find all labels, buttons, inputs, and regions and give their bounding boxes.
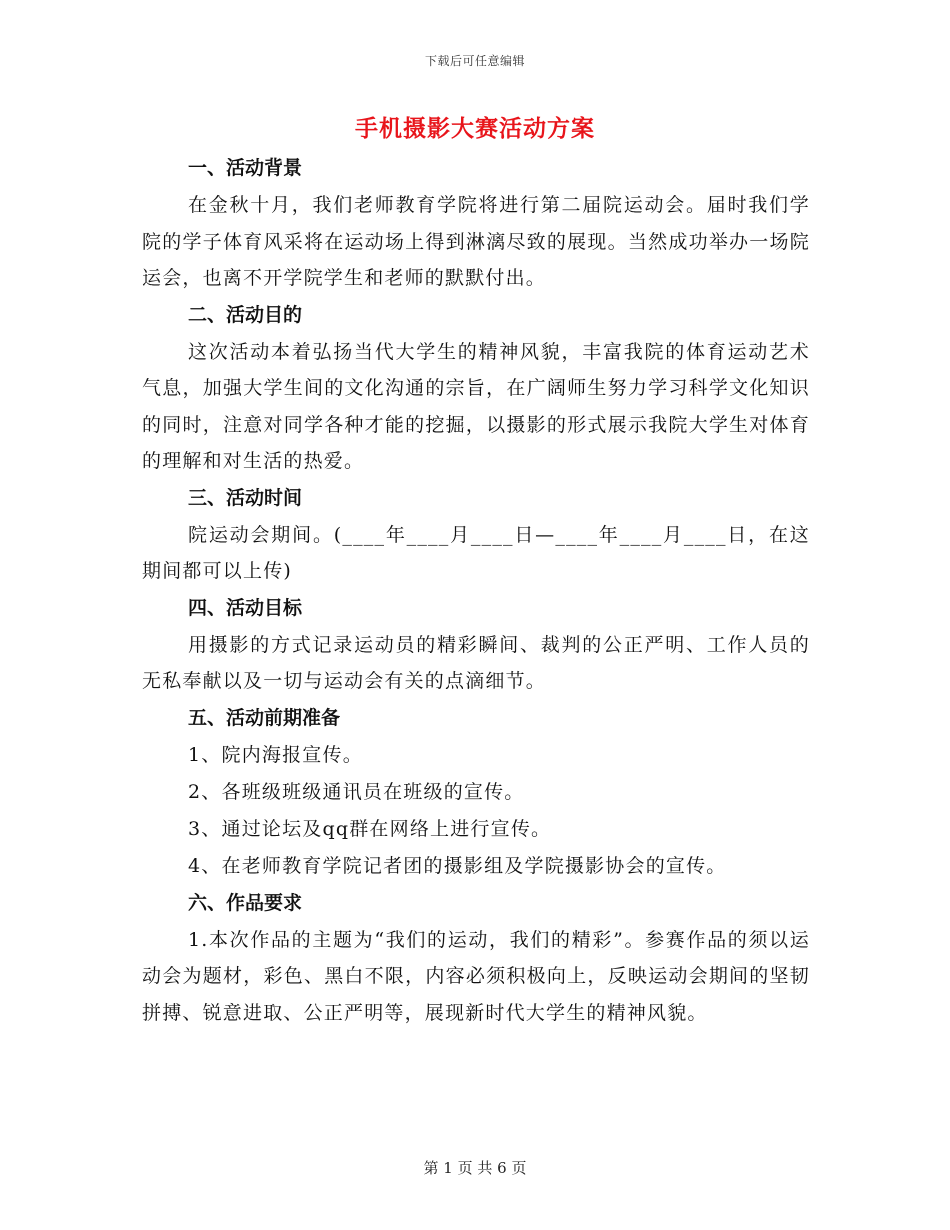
section-heading: 一、活动背景: [188, 157, 303, 179]
section-requirements: [142, 885, 810, 1032]
section-paragraph: 用摄影的方式记录运动员的精彩瞬间、裁判的公正严明、工作人员的无私奉献以及一切与运动会有关的点滴细节。: [142, 633, 810, 692]
list-item: 4、在老师教育学院记者团的摄影组及学院摄影协会的宣传。: [188, 854, 727, 877]
list-item: 3、通过论坛及qq群在网络上进行宣传。: [188, 817, 552, 840]
section-paragraph: 这次活动本着弘扬当代大学生的精神风貌，丰富我院的体育运动艺术气息，加强大学生间的文化沟通的宗旨，在广阔师生努力学习科学文化知识的同时，注意对同学各种才能的挖掘，以摄影的形式展示我院大学生对体育的理解和对生活的热爱。: [142, 340, 810, 472]
section-goal: [142, 590, 810, 700]
section-purpose: [142, 297, 810, 480]
list-item: 1、院内海报宣传。: [188, 743, 363, 766]
list-item: 2、各班级班级通讯员在班级的宣传。: [188, 780, 525, 803]
section-paragraph: 1.本次作品的主题为“我们的运动，我们的精彩”。参赛作品的须以运动会为题材，彩色、黑白不限，内容必须积极向上，反映运动会期间的坚韧拼搏、锐意进取、公正严明等，展现新时代大学生的精神风貌。: [142, 928, 810, 1024]
section-paragraph: 院运动会期间。(____年____月____日—____年____月____日，在这期间都可以上传): [142, 523, 810, 582]
section-heading: 五、活动前期准备: [188, 706, 341, 729]
section-preparation: [142, 700, 810, 885]
section-background: [142, 150, 810, 297]
header-note: 下载后可任意编辑: [424, 54, 525, 68]
section-heading: 三、活动时间: [188, 486, 303, 509]
page-number-footer: 第 1 页 共 6 页: [423, 1159, 527, 1177]
section-paragraph: 在金秋十月，我们老师教育学院将进行第二届院运动会。届时我们学院的学子体育风采将在运动场上得到淋漓尽致的展现。当然成功举办一场院运会，也离不开学院学生和老师的默默付出。: [142, 194, 810, 289]
section-time: [142, 480, 810, 590]
document-body: [142, 150, 810, 1031]
section-heading: 六、作品要求: [188, 891, 303, 914]
section-heading: 四、活动目标: [188, 596, 303, 619]
document-title: 手机摄影大赛活动方案: [355, 115, 595, 142]
section-heading: 二、活动目的: [188, 303, 303, 326]
